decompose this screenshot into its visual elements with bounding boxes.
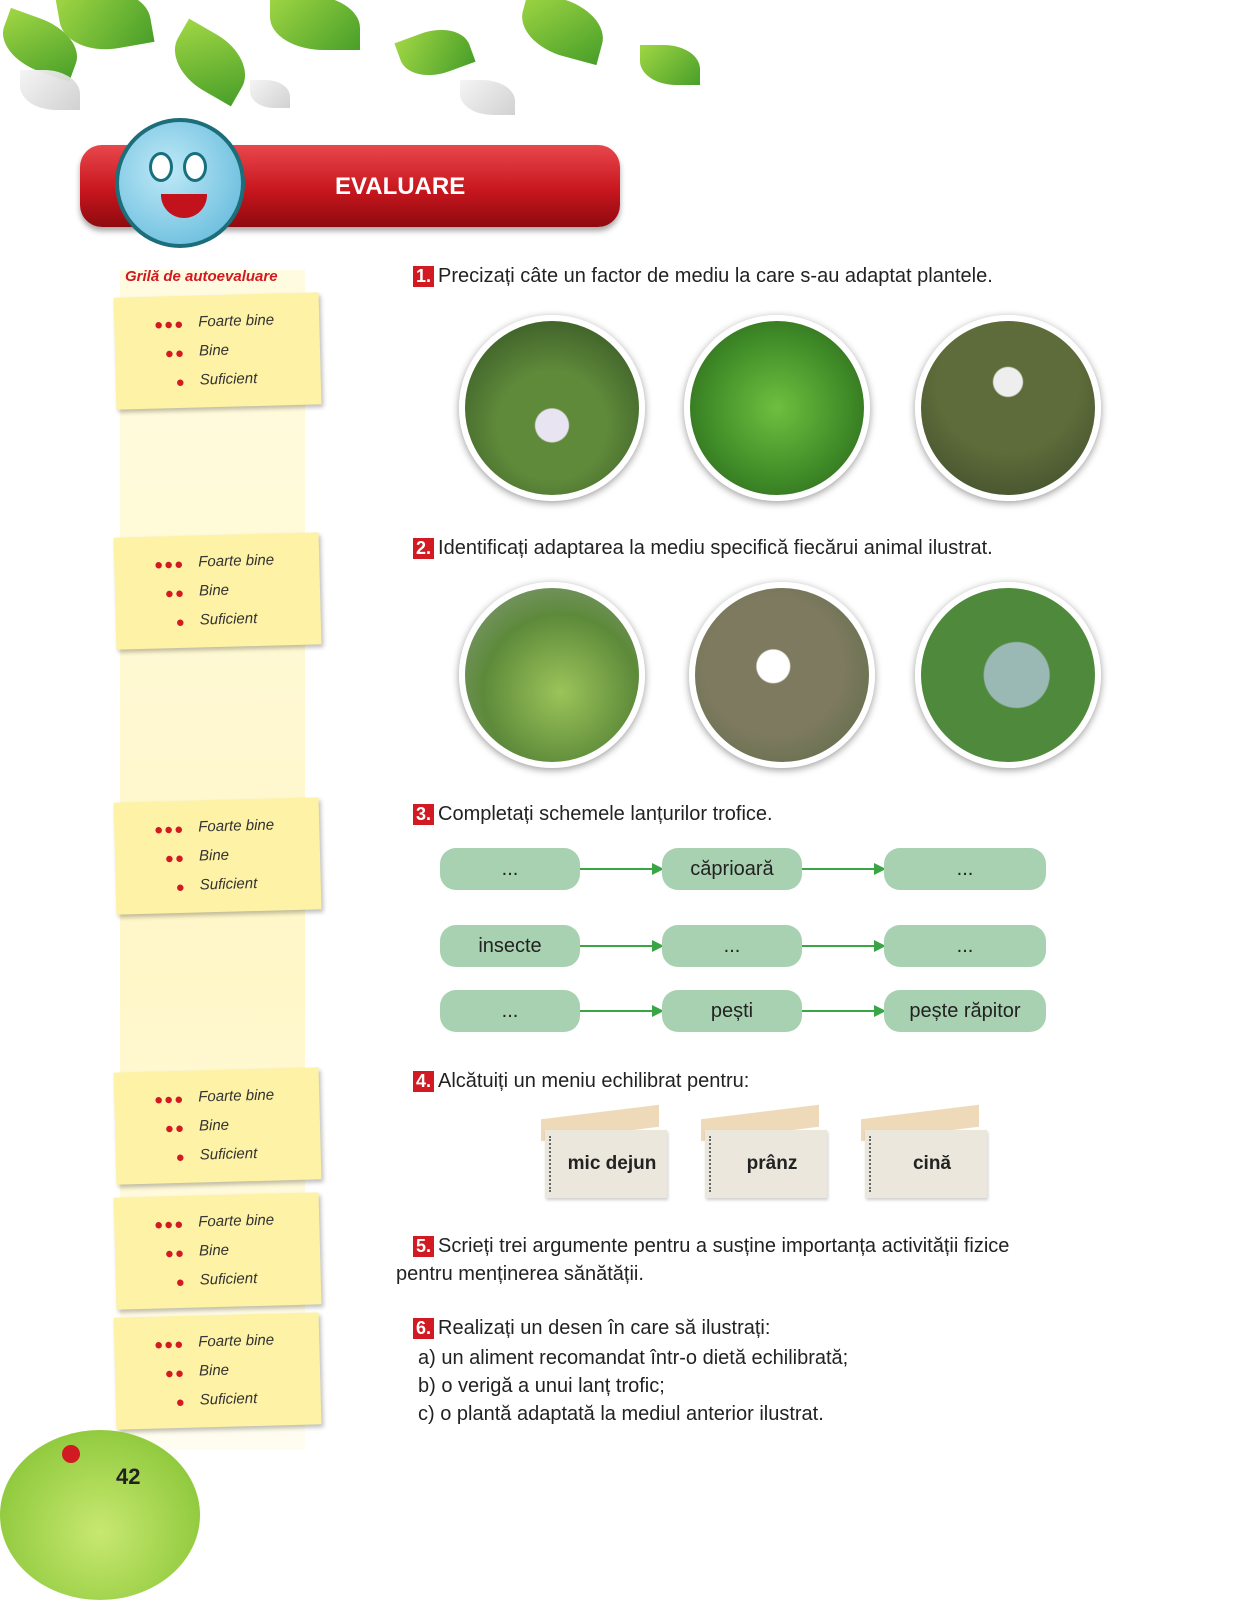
subitem-c: c) o plantă adaptată la mediul anterior ilustrat. (418, 1403, 824, 1425)
rating-label: Foarte bine (198, 311, 275, 331)
menu-card-breakfast (545, 1130, 667, 1198)
rating-label: Bine (198, 1116, 230, 1135)
self-assessment-note (114, 1192, 322, 1309)
stork-photo (689, 582, 875, 768)
rating-dots: ●●● (153, 1335, 185, 1354)
menu-card-dinner (865, 1130, 987, 1198)
rating-label: Suficient (199, 874, 258, 894)
arrow-right-icon (802, 1010, 884, 1012)
question-number: 5. (413, 1236, 434, 1257)
rating-label: Suficient (199, 1389, 258, 1409)
rating-label: Foarte bine (198, 551, 275, 571)
question-text: Realizați un desen în care să ilustrați: (438, 1317, 771, 1339)
rating-label: Bine (198, 341, 230, 360)
rating-label: Bine (198, 581, 230, 600)
self-assessment-title: Grilă de autoevaluare (125, 268, 278, 285)
rating-dots: ●●● (153, 820, 185, 839)
arrow-right-icon (580, 945, 662, 947)
rating-dots: ●● (164, 849, 186, 868)
rating-label: Bine (198, 1241, 230, 1260)
question-number: 4. (413, 1071, 434, 1092)
rating-dots: ● (175, 373, 187, 392)
rating-dots: ●●● (153, 555, 185, 574)
question-text: Precizați câte un factor de mediu la care s-au adaptat plantele. (438, 265, 993, 287)
food-chain-box: pești (662, 990, 802, 1032)
rating-dots: ● (175, 613, 187, 632)
fish-photo (915, 582, 1101, 768)
food-chain-box: ... (884, 848, 1046, 890)
card-label: mic dejun (567, 1153, 657, 1174)
rating-dots: ●● (164, 1364, 186, 1383)
fern-photo (684, 315, 870, 501)
rating-dots: ●●● (153, 1090, 185, 1109)
question-1 (413, 265, 993, 288)
arrow-right-icon (802, 868, 884, 870)
rating-dots: ●● (164, 344, 186, 363)
food-chain-box: insecte (440, 925, 580, 967)
food-chain-box: ... (884, 925, 1046, 967)
food-chain-box: ... (662, 925, 802, 967)
earth-mascot-illustration (115, 118, 245, 248)
question-5 (413, 1235, 1009, 1258)
edelweiss-photo (915, 315, 1101, 501)
food-chain-box: ... (440, 848, 580, 890)
rating-dots: ●● (164, 1244, 186, 1263)
rating-label: Foarte bine (198, 816, 275, 836)
rating-dots: ●● (164, 584, 186, 603)
rating-dots: ●● (164, 1119, 186, 1138)
question-number: 6. (413, 1318, 434, 1339)
subitem-a: a) un aliment recomandat într-o dietă echilibrată; (418, 1347, 849, 1369)
self-assessment-note (114, 1067, 322, 1184)
rating-dots: ● (175, 1393, 187, 1412)
self-assessment-note (114, 797, 322, 914)
question-6 (413, 1317, 770, 1340)
rating-label: Foarte bine (198, 1086, 275, 1106)
question-2 (413, 537, 993, 560)
chameleon-photo (459, 582, 645, 768)
food-chain-box: ... (440, 990, 580, 1032)
self-assessment-note (114, 532, 322, 649)
question-4 (413, 1070, 749, 1093)
question-text: Alcătuiți un meniu echilibrat pentru: (438, 1070, 750, 1092)
menu-card-lunch (705, 1130, 827, 1198)
arrow-right-icon (580, 1010, 662, 1012)
question-5-continued: pentru menținerea sănătății. (396, 1263, 644, 1285)
arrow-right-icon (802, 945, 884, 947)
rating-label: Bine (198, 846, 230, 865)
rating-dots: ● (175, 1148, 187, 1167)
subitem-b: b) o verigă a unui lanț trofic; (418, 1375, 665, 1397)
page-number: 42 (116, 1464, 141, 1489)
food-chain-box: pește răpitor (884, 990, 1046, 1032)
rating-label: Foarte bine (198, 1331, 275, 1351)
rating-label: Foarte bine (198, 1211, 275, 1231)
self-assessment-note (114, 292, 322, 409)
question-3 (413, 803, 773, 826)
flower-photo (459, 315, 645, 501)
question-number: 1. (413, 266, 434, 287)
rating-dots: ●●● (153, 1215, 185, 1234)
ladybug-icon (62, 1445, 80, 1463)
question-number: 3. (413, 804, 434, 825)
rating-label: Suficient (199, 369, 258, 389)
card-label: cină (912, 1153, 952, 1174)
rating-label: Bine (198, 1361, 230, 1380)
rating-label: Suficient (199, 1144, 258, 1164)
page-title: EVALUARE (335, 173, 466, 200)
rating-dots: ● (175, 1273, 187, 1292)
globe-decoration (0, 1430, 200, 1600)
rating-dots: ● (175, 878, 187, 897)
food-chain-box: căprioară (662, 848, 802, 890)
card-label: prânz (746, 1153, 798, 1174)
rating-label: Suficient (199, 1269, 258, 1289)
rating-label: Suficient (199, 609, 258, 629)
rating-dots: ●●● (153, 315, 185, 334)
self-assessment-note (114, 1312, 322, 1429)
question-text: Identificați adaptarea la mediu specifică fiecărui animal ilustrat. (438, 537, 993, 559)
question-text: Completați schemele lanțurilor trofice. (438, 803, 773, 825)
arrow-right-icon (580, 868, 662, 870)
question-number: 2. (413, 538, 434, 559)
question-text: Scrieți trei argumente pentru a susține importanța activității fizice (438, 1235, 1010, 1257)
